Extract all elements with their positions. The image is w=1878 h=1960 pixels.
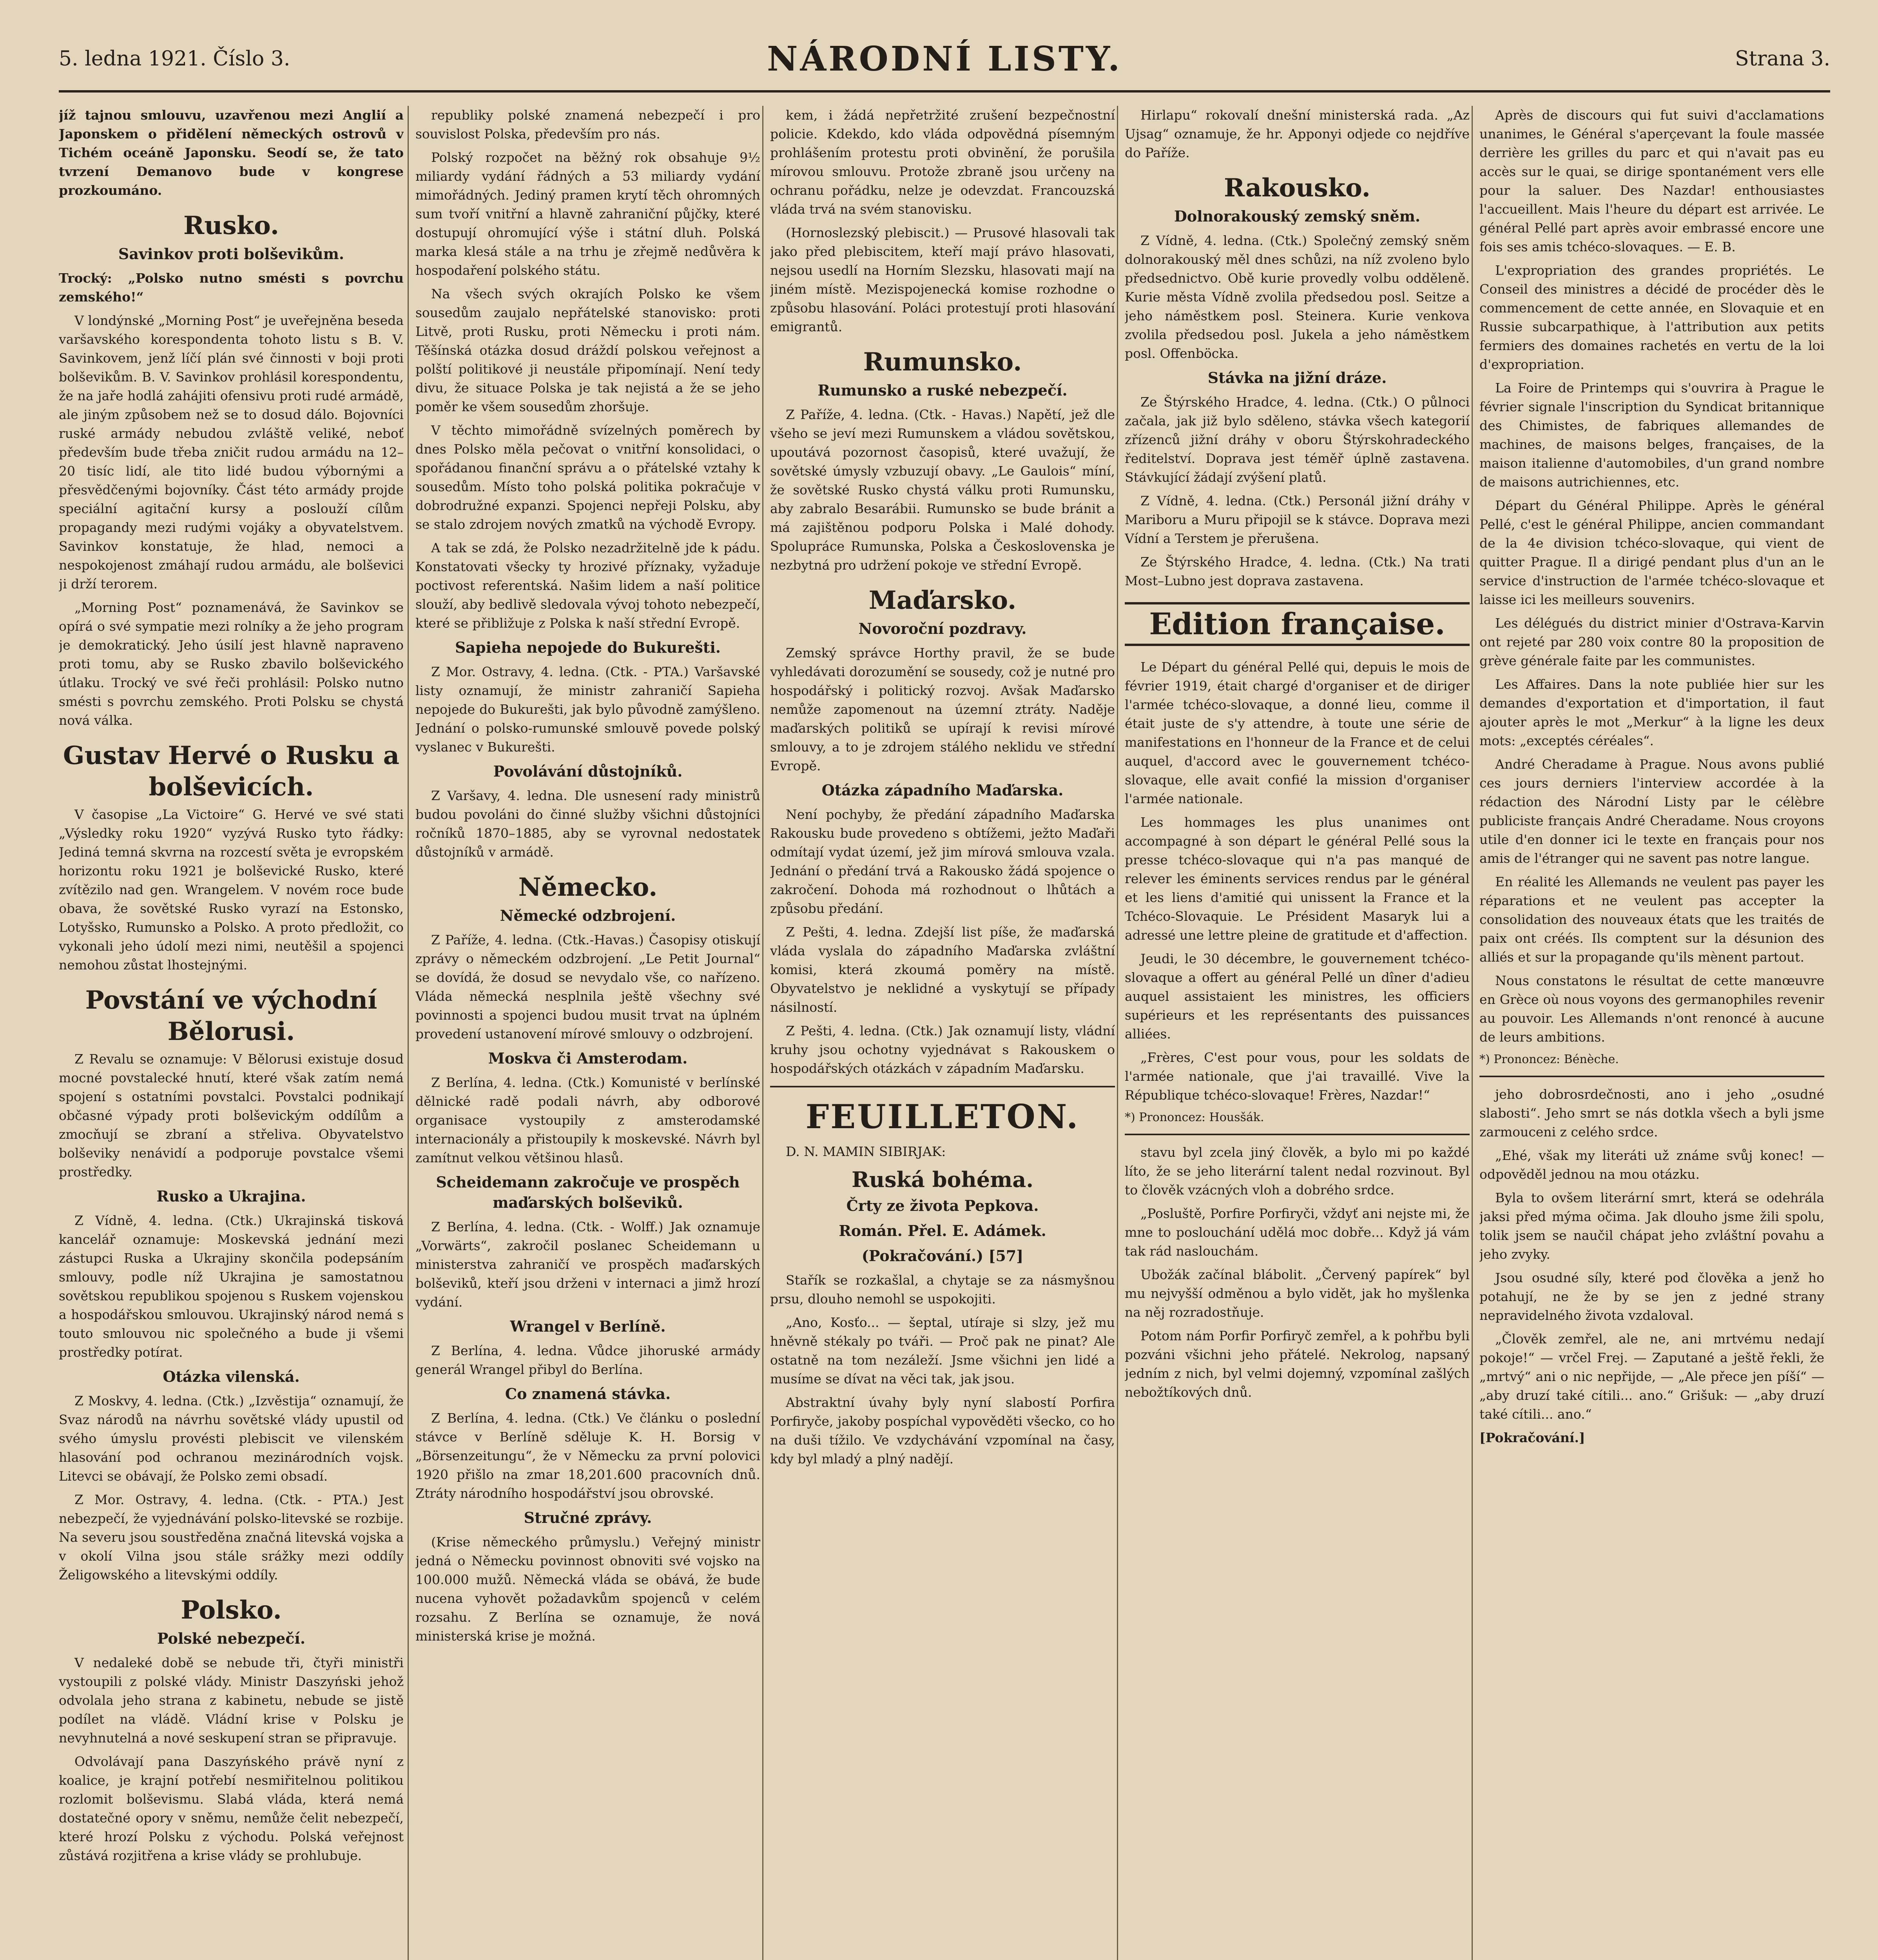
subheading: Novoroční pozdravy. xyxy=(858,620,1027,637)
paragraph: Z Berlína, 4. ledna. (Ctk. - Wolff.) Jak oznamuje „Vorwärts“, zakročil poslanec Scheidemann u ministerstva zahraničí ve prospěch maďarských bolševiků, kteří jsou drženi v internaci a jimž hrozí vydání. xyxy=(415,1219,760,1310)
paragraph: V londýnské „Morning Post“ je uveřejněna beseda varšavského korespondenta tohoto listu s B. V. Savinkovem, jenž líčí plán své činnosti v boji proti bolševikům. B. V. Savinkov prohlásil korespondentu, že na jaře hodlá zahájiti ofensivu proti rudé armádě, ale jiným způsobem než se to dosud dálo. Bojovníci ruské armády nebudou zvláště veliké, neboť především bude třeba zničit rudou armádu na 12–20 tisíc lidí, ale tito lidé budou výbornými a přesvědčenými bojovníky. Část této armády projde speciální agitační kursy a poslouží cílům propagandy mezi rudými vojáky a obyvatelstvem. Savinkov konstatuje, že hlad, nemoci a nespokojenost zmáhají rudou armádu, ale bolševici ji drží terorem. xyxy=(59,313,404,592)
subheading: Stručné zprávy. xyxy=(524,1509,652,1526)
lead-paragraph: Trocký: „Polsko nutno smésti s povrchu zemského!“ xyxy=(59,270,404,305)
paragraph: Z Pešti, 4. ledna. (Ctk.) Jak oznamují listy, vládní kruhy jsou ochotny vyjednávat s Rakouskem o hospodářských otázkách v západním Maďarsku. xyxy=(770,1023,1115,1076)
paragraph: Ze Štýrského Hradce, 4. ledna. (Ctk.) O půlnoci začala, jak již bylo sděleno, stávka všech kategorií zřízenců jižní dráhy v oboru Štýrskohradeckého ředitelství. Doprava jest téměř úplně zastavena. Stávkující žádají zvýšení platů. xyxy=(1125,394,1470,485)
footnote: *) Prononcez: Housšák. xyxy=(1125,1111,1264,1124)
column-rule xyxy=(1472,106,1473,1960)
paragraph: A tak se zdá, že Polsko nezadržitelně jde k pádu. Konstatovati všecky ty hrozivé příznaky, vyžaduje poctivost referentská. Našim lidem a naší politice slouží, aby bedlivě sledovala vývoj tohoto nebezpečí, které se přibližuje z Polska k naší střední Evropě. xyxy=(415,540,760,631)
subheading: Povolávání důstojníků. xyxy=(493,762,683,780)
paragraph: Jeudi, le 30 décembre, le gouvernement tchéco-slovaque a offert au général Pellé un dîner d'adieu auquel assistaient les ministres, les officiers supérieurs et les représentants des puissances alliées. xyxy=(1125,951,1470,1042)
subheading: Savinkov proti bolševikům. xyxy=(118,245,344,263)
paragraph: Les hommages les plus unanimes ont accompagné à son départ le général Pellé sous la presse tchéco-slovaque qui n'a pas manqué de relever les éminents services rendus par le général et les liens d'amitié qui unissent la France et la Tchéco-Slovaquie. Le Président Masaryk lui a adressé une lettre pleine de gratitude et d'affection. xyxy=(1125,815,1470,943)
subheading: Stávka na jižní dráze. xyxy=(1207,369,1387,387)
paragraph: Byla to ovšem literární smrt, která se odehrála jaksi před mýma očima. Jak dlouho jsme žili spolu, tolik jsem se naučil chápat jeho zvláštní povahu a jeho zvyky. xyxy=(1479,1190,1824,1262)
subheading: Německé odzbrojení. xyxy=(500,907,676,924)
section-heading: Polsko. xyxy=(181,1595,282,1625)
divider xyxy=(1479,1076,1824,1077)
paragraph: En réalité les Allemands ne veulent pas payer les réparations et ne veulent pas accepter la consolidation des nouveaux états que les traités de paix ont créés. Ils comptent sur la désunion des alliés et sur la propagande qu'ils mènent partout. xyxy=(1479,874,1824,965)
paragraph: Stařík se rozkašlal, a chytaje se za násmyšnou prsu, dlouho nemohl se uspokojiti. xyxy=(770,1272,1115,1307)
paragraph: Odvolávají pana Daszyńského právě nyní z koalice, je krajní potřebí nesmiřitelnou politikou rozlomit bolševismu. Slabá vláda, která nemá dostatečné opory v sněmu, nemůže čelit nebezpečí, které hrozí Polsku z východu. Polská veřejnost zůstává rozjitřena a krise vlády se prohlubuje. xyxy=(59,1754,404,1863)
page-number: Strana 3. xyxy=(1735,47,1830,71)
paragraph: „Morning Post“ poznamenává, že Savinkov se opírá o své sympatie mezi rolníky a že jeho program je demokratický. Jeho úsilí jest hlavně napraveno proti tomu, aby se Rusko zbavilo bolševického útlaku. Trocký ve své řeči prohlásil: Polsko nutno smésti s povrchu zemského. Proti Polsku se chystá nová válka. xyxy=(59,600,404,728)
paragraph: Z Mor. Ostravy, 4. ledna. (Ctk. - PTA.) Varšavské listy oznamují, že ministr zahraničí Sapieha nepojede do Bukurešti, jak bylo původně zamýšleno. Jednání o polsko-rumunské smlouvě povede polský vyslanec v Bukurešti. xyxy=(415,664,760,755)
paragraph: Les délégués du district minier d'Ostrava-Karvin ont rejeté par 280 voix contre 80 la proposition de grève générale faite par les communistes. xyxy=(1479,615,1824,668)
paragraph: „Posluště, Porfire Porfiryči, vždyť ani nejste mi, že mne to poslouchání udělá moc dobře... Když já vám tak rád naslouchám. xyxy=(1125,1206,1470,1259)
paragraph: kem, i žádá nepřetržité zrušení bezpečnostní policie. Kdekdo, kdo vláda odpovědná písemným prohlášením protestu proti obvinění, že porušila mírovou smlouvu. Protože zbraně jsou určeny na ochranu pořádku, nelze je odevzdat. Francouzská vláda trvá na svém stanovisku. xyxy=(770,107,1115,217)
section-heading: Rakousko. xyxy=(1224,173,1370,203)
section-heading: Gustav Hervé o Rusku a bolševicích. xyxy=(63,741,400,802)
column-rule xyxy=(762,106,763,1960)
paragraph: Z Varšavy, 4. ledna. Dle usnesení rady ministrů budou povoláni do činné služby všichni důstojníci ročníků 1870–1885, aby se vyrovnal nedostatek důstojníků v armádě. xyxy=(415,788,760,860)
paragraph: Z Paříže, 4. ledna. (Ctk.-Havas.) Časopisy otiskují zprávy o německém odzbrojení. „Le Petit Journal“ se dovídá, že dosud se nevydalo vše, co nařízeno. Vláda německá nesplnila ještě všechny své povinnosti a spojenci budou musit trvat na úplném provedení ustanovení mírové smlouvy o odzbrojení. xyxy=(415,932,760,1042)
paragraph: D. N. MAMIN SIBIRJAK: xyxy=(786,1144,946,1159)
column-3 xyxy=(770,106,1115,1960)
footnote: *) Prononcez: Bénèche. xyxy=(1479,1053,1619,1066)
subheading: Polské nebezpečí. xyxy=(157,1630,306,1647)
paragraph: Z Berlína, 4. ledna. (Ctk.) Ve článku o poslední stávce v Berlíně sděluje K. H. Borsig v „Börsenzeitungu“, že v Německu za první polovici 1920 přišlo na zmar 18,201.600 pracovních dnů. Ztráty národního hospodářství jsou obrovské. xyxy=(415,1410,760,1501)
issue-date: 5. ledna 1921. Číslo 3. xyxy=(59,47,290,71)
column-4 xyxy=(1125,106,1470,1960)
subheading: Otázka vilenská. xyxy=(163,1368,300,1385)
paragraph: Z Berlína, 4. ledna. Vůdce jihoruské armády generál Wrangel přibyl do Berlína. xyxy=(415,1343,760,1377)
subheading: Črty ze života Pepkova. xyxy=(846,1197,1039,1214)
feuilleton-heading: FEUILLETON. xyxy=(805,1097,1080,1136)
paragraph: Nous constatons le résultat de cette manœuvre en Grèce où nous voyons des germanophiles revenir au pouvoir. Les Allemands n'ont renoncé à aucune de leurs ambitions. xyxy=(1479,973,1824,1045)
paragraph: Jsou osudné síly, které pod člověka a jenž ho potahují, ne že by se jen z jedné strany nepravidelného života vzdaloval. xyxy=(1479,1270,1824,1323)
subheading: Román. Přel. E. Adámek. xyxy=(839,1222,1046,1240)
section-heading: Maďarsko. xyxy=(868,586,1017,615)
paragraph: Není pochyby, že předání západního Maďarska Rakousku bude provedeno s obtížemi, ježto Maďaři odmítají vydat území, jež jim mírová smlouva vzala. Jednání o předání trvá a Rakousko žádá spojence o zakročení. Dohoda má rozhodnout o lhůtách a způsobu předání. xyxy=(770,807,1115,916)
paragraph: (Krise německého průmyslu.) Veřejný ministr jedná o Německu povinnost obnoviti své vojsko na 100.000 mužů. Německá vláda se obává, že bude nucena vyhovět požadavkům spojenců v celém rozsahu. Z Berlína se oznamuje, že nová ministerská krise je možná. xyxy=(415,1534,760,1644)
paragraph: Polský rozpočet na běžný rok obsahuje 9½ miliardy vydání řádných a 53 miliardy vydání mimořádných. Jediný pramen krytí těch ohromných sum tvoří vnitřní a hlavně zahraniční půjčky, které dostupují ohromující výše i státní dluh. Polská marka klesá stále a na trhu je zřejmě nedůvěra k hospodaření polského státu. xyxy=(415,150,760,278)
paragraph: Abstraktní úvahy byly nyní slabostí Porfira Porfiryče, jakoby pospíchal vypověděti všecko, co ho na duši tížilo. Ve vzdychávání vzpomínal na časy, kdy byl mladý a plný nadějí. xyxy=(770,1395,1115,1466)
subheading: Moskva či Amsterodam. xyxy=(488,1049,688,1067)
subheading: Rumunsko a ruské nebezpečí. xyxy=(818,381,1068,399)
subheading: Wrangel v Berlíně. xyxy=(510,1318,666,1335)
subheading: Dolnorakouský zemský sněm. xyxy=(1174,207,1421,225)
paragraph: Hirlapu“ rokovalí dnešní ministerská rada. „Az Ujsag“ oznamuje, že hr. Apponyi odjede co nejdříve do Paříže. xyxy=(1125,107,1470,160)
paragraph: „Frères, C'est pour vous, pour les soldats de l'armée nationale, que j'ai travaillé. Vive la République tchéco-slovaque! Frères, Nazdar!“ xyxy=(1125,1050,1470,1103)
paragraph: Zemský správce Horthy pravil, že se bude vyhledávati dorozumění se sousedy, což je nutné pro hospodářský i politický rozvoj. Avšak Maďarsko nemůže zapomenout na územní ztráty. Naděje maďarských politiků se upírají k revisi mírové smlouvy, a to je zdrojem stálého neklidu ve střední Evropě. xyxy=(770,645,1115,773)
subheading: Otázka západního Maďarska. xyxy=(821,781,1064,799)
paragraph: (Hornoslezský plebiscit.) — Prusové hlasovali tak jako před plebiscitem, kteří mají právo hlasovati, nejsou usedlí na Horním Slezsku, hlasovati mají na jiném místě. Mezispojenecká komise rozhodne o způsobu hlasování. Poláci protestují proti hlasování emigrantů. xyxy=(770,225,1115,334)
paragraph: Z Berlína, 4. ledna. (Ctk.) Komunisté v berlínské dělnické radě podali návrh, aby odborové organisace vystoupily z amsterodamské internacionály a přistoupily k moskevské. Návrh byl zamítnut velkou většinou hlasů. xyxy=(415,1075,760,1165)
section-heading: Povstání ve východní Bělorusi. xyxy=(85,985,377,1046)
column-rule xyxy=(1117,106,1118,1960)
subheading: Scheidemann zakročuje ve prospěch maďarských bolševiků. xyxy=(436,1173,740,1211)
section-heading: Německo. xyxy=(518,873,658,902)
paragraph: Z Moskvy, 4. ledna. (Ctk.) „Izvěstija“ oznamují, že Svaz národů na návrhu sovětské vlády upustil od svého úmyslu provésti plebiscit ve vilenském hlasování pod ochranou mezinárodních vojsk. Litevci se obávají, že Polsko zemi obsadí. xyxy=(59,1393,404,1484)
paragraph: V nedaleké době se nebude tři, čtyři ministři vystoupili z polské vlády. Ministr Daszyński jehož odvolala jeho strana z kabinetu, nebude se jistě podílet na vládě. Vládní krise v Polsku je nevyhnutelná a nové seskupení stran se připravuje. xyxy=(59,1655,404,1746)
paragraph: V těchto mimořádně svízelných poměrech by dnes Polsko měla pečovat o vnitřní konsolidaci, o spořádanou finanční správu a o přátelské vztahy k sousedům. Místo toho polská politika pokračuje v dobrodružné expanzi. Spojenci nepřeji Polsku, aby se stalo zdrojem nových zmatků na východě Evropy. xyxy=(415,423,760,532)
subheading: (Pokračování.) [57] xyxy=(861,1247,1024,1265)
paragraph: La Foire de Printemps qui s'ouvrira à Prague le février signale l'inscription du Syndicat britannique des Chimistes, de fabriques allemandes de machines, de maisons belges, françaises, de la maison italienne d'automobiles, d'un grand nombre de maisons autrichiennes, etc. xyxy=(1479,380,1824,490)
paragraph: Après de discours qui fut suivi d'acclamations unanimes, le Général s'aperçevant la foule massée derrière les grilles du parc et qui n'avait pas eu accès sur le quai, se dirige spontanément vers elle pour la saluer. Des Nazdar! enthousiastes l'accueillent. Mais l'heure du départ est arrivée. Le général Pellé part après avoir embrassé encore une fois ses amis tchéco-slovaques. — E. B. xyxy=(1479,107,1824,254)
paragraph: L'expropriation des grandes propriétés. Le Conseil des ministres a décidé de procéder dès le commencement de cette année, en Slovaquie et en Russie subcarpathique, à l'attribution aux petits fermiers des domaines rachetés en vertu de la loi d'expropriation. xyxy=(1479,263,1824,372)
paragraph: Z Vídně, 4. ledna. (Ctk.) Personál jižní dráhy v Mariboru a Muru připojil se k stávce. Doprava mezi Vídní a Terstem je přerušena. xyxy=(1125,493,1470,546)
edition-heading: Edition française. xyxy=(1125,602,1470,646)
subheading: Sapieha nepojede do Bukurešti. xyxy=(455,639,721,656)
paragraph: Z Mor. Ostravy, 4. ledna. (Ctk. - PTA.) Jest nebezpečí, že vyjednávání polsko-litevské se rozbije. Na severu jsou soustředěna značná litevská vojska a v okolí Vilna jsou stále srážky mezi oddíly Želigowského a litevskými oddíly. xyxy=(59,1492,404,1583)
paragraph: Ze Štýrského Hradce, 4. ledna. (Ctk.) Na trati Most–Lubno jest doprava zastavena. xyxy=(1125,554,1470,588)
paragraph: André Cheradame à Prague. Nous avons publié ces jours derniers l'interview accordée à la rédaction des Národní Listy par le célèbre publiciste français André Cheradame. Nous croyons utile d'en donner ici le texte en français pour nos amis de l'étranger qui ne savent pas notre langue. xyxy=(1479,757,1824,866)
section-heading: Rumunsko. xyxy=(863,347,1022,377)
paragraph: Na všech svých okrajích Polsko ke všem sousedům zaujalo nepřátelské stanovisko: proti Litvě, proti Rusku, proti Německu i proti nám. Těšínská otázka dosud dráždí polskou veřejnost a polští politikové ji neustále připomínají. Není tedy divu, že situace Polska je tak nejistá a že se jeho poměr ke všem sousedům zhoršuje. xyxy=(415,286,760,414)
newspaper-title: NÁRODNÍ LISTY. xyxy=(767,39,1122,79)
column-rule xyxy=(408,106,409,1960)
masthead xyxy=(59,31,1830,93)
paragraph: Le Départ du général Pellé qui, depuis le mois de février 1919, était chargé d'organiser et de diriger l'armée tchéco-slovaque, a donné lieu, comme il était juste de s'y attendre, à toute une série de manifestations en l'honneur de la France et de celui auquel, d'accord avec le gouvernement tchéco-slovaque, elle avait confié la mission d'organiser l'armée nationale. xyxy=(1125,659,1470,806)
lead-paragraph: [Pokračování.] xyxy=(1479,1430,1585,1445)
paragraph: republiky polské znamená nebezpečí i pro souvislost Polska, především pro nás. xyxy=(415,107,760,142)
paragraph: Z Vídně, 4. ledna. (Ctk.) Ukrajinská tisková kancelář oznamuje: Moskevská jednání mezi zástupci Ruska a Ukrajiny skončila podepsáním smlouvy, podle níž Ukrajina je samostatnou sovětskou republikou spojenou s Ruskem vojenskou a hospodářskou smlouvou. Ukrajinský národ nemá s touto smlouvou nic společného a bude ji všemi prostředky potírat. xyxy=(59,1213,404,1360)
column-1 xyxy=(59,106,404,1960)
paragraph: „Ehé, však my literáti už známe svůj konec! — odpověděl jednou na mou otázku. xyxy=(1479,1148,1824,1182)
paragraph: Ubožák začínal blábolit. „Červený papírek“ byl mu nejvyšší odměnou a bylo vidět, jak ho myšlenka na něj rozradostňuje. xyxy=(1125,1267,1470,1320)
paragraph: Les Affaires. Dans la note publiée hier sur les demandes d'exportation et d'importation, il faut ajouter après le mot „Merkur“ à la ligne les deux mots: „exceptés céréales“. xyxy=(1479,677,1824,748)
subheading: Co znamená stávka. xyxy=(505,1385,671,1403)
paragraph: Z Revalu se oznamuje: V Bělorusi existuje dosud mocné povstalecké hnutí, které však zatím nemá spojení s ostatními povstalci. Povstalci podnikají občasné výpady proti bolševickým oddílům a zmocňují se zbraní a střeliva. Obyvatelstvo bolševiky nenávidí a podporuje povstalce všemi prostředky. xyxy=(59,1051,404,1180)
column-2 xyxy=(415,106,760,1960)
paragraph: Z Vídně, 4. ledna. (Ctk.) Společný zemský sněm dolnorakouský měl dnes schůzi, na níž zvoleno bylo předsednictvo. Obě kurie provedly volbu odděleně. Kurie města Vídně zvolila předsedou posl. Seitze a jeho náměstkem posl. Steinera. Kurie venkova zvolila předsedou posl. Jukela a jeho náměstkem posl. Offenböcka. xyxy=(1125,233,1470,361)
book-title: Ruská bohéma. xyxy=(851,1167,1034,1192)
subheading: Rusko a Ukrajina. xyxy=(156,1187,306,1205)
paragraph: Départ du Général Philippe. Après le général Pellé, c'est le général Philippe, ancien commandant de la 4e division tchéco-slovaque, qui vient de quitter Prague. Il a dirigé pendant plus d'un an le service d'instruction de l'armée tchéco-slovaque et laisse ici les meilleurs souvenirs. xyxy=(1479,498,1824,607)
paragraph: „Ano, Kosťo... — šeptal, utíraje si slzy, jež mu hněvně stékaly po tváři. — Proč pak ne pinat? Ale ostatně na tom nezáleží. Jsme všichni jen lidé a musíme se dívat na věci tak, jak jsou. xyxy=(770,1315,1115,1387)
divider xyxy=(770,1086,1115,1087)
paragraph: jeho dobrosrdečnosti, ano i jeho „osudné slabosti“. Jeho smrt se nás dotkla všech a byli jsme zarmouceni z celého srdce. xyxy=(1479,1087,1824,1140)
paragraph: Z Paříže, 4. ledna. (Ctk. - Havas.) Napětí, jež dle všeho se jeví mezi Rumunskem a vládou sovětskou, upoutává pozornost časopisů, které uvažují, že sovětské úmysly vzbuzují obavy. „Le Gaulois“ míní, že sovětské Rusko chystá válku proti Rumunsku, aby zabralo Besarábii. Rumunsko se bude bránit a má zajištěnou podporu Polska i Malé dohody. Spolupráce Rumunska, Polska a Československa je nezbytná pro udržení pokoje ve střední Evropě. xyxy=(770,407,1115,573)
paragraph: V časopise „La Victoire“ G. Hervé ve své stati „Výsledky roku 1920“ vyzývá Rusko tyto řádky: Jediná temná skvrna na rozcestí světa je evropském horizontu roku 1921 je bolševické Rusko, které zvítězilo nad gen. Wrangelem. V novém roce bude obava, že sovětské Rusko vyrazí na Estonsko, Lotyšsko, Rumunsko a Polsko. A proto předložit, co vykonali jeho údolí mezi nimi, neutěšil a spojenci nemohou zůstat lhostejnými. xyxy=(59,807,404,973)
divider xyxy=(1125,1134,1470,1135)
paragraph: Z Pešti, 4. ledna. Zdejší list píše, že maďarská vláda vyslala do západního Maďarska zvláštní komisi, která zkoumá poměry na místě. Obyvatelstvo je neklidné a vyskytují se případy násilností. xyxy=(770,924,1115,1015)
paragraph: „Člověk zemřel, ale ne, ani mrtvému nedají pokoje!“ — vrčel Frej. — Zaputané a ještě řekli, že „mrtvý“ ani o nic nepřijde, — „Ale přece jen píší“ — „aby druzí také cítili... ano.“ Grišuk: — „aby druzí také cítili... ano.“ xyxy=(1479,1331,1824,1422)
section-heading: Rusko. xyxy=(183,211,279,240)
column-5 xyxy=(1479,106,1824,1960)
paragraph: stavu byl zcela jiný člověk, a bylo mi po každé líto, že se jeho literární talent nedal rozvinout. Byl to člověk vzácných vloh a dobrého srdce. xyxy=(1125,1145,1470,1198)
paragraph: Potom nám Porfir Porfiryč zemřel, a k pohřbu byli pozváni všichni jeho přátelé. Nekrolog, napsaný jedním z nich, byl velmi dojemný, vzpomínal zašlých nebožtíkových dnů. xyxy=(1125,1328,1470,1400)
lead-paragraph: jíž tajnou smlouvu, uzavřenou mezi Anglií a Japonskem o přidělení německých ostrovů v Tichém oceáně Japonsku. Seodí se, že tato tvrzení Demanovo bude v kongrese prozkoumáno. xyxy=(59,107,404,198)
